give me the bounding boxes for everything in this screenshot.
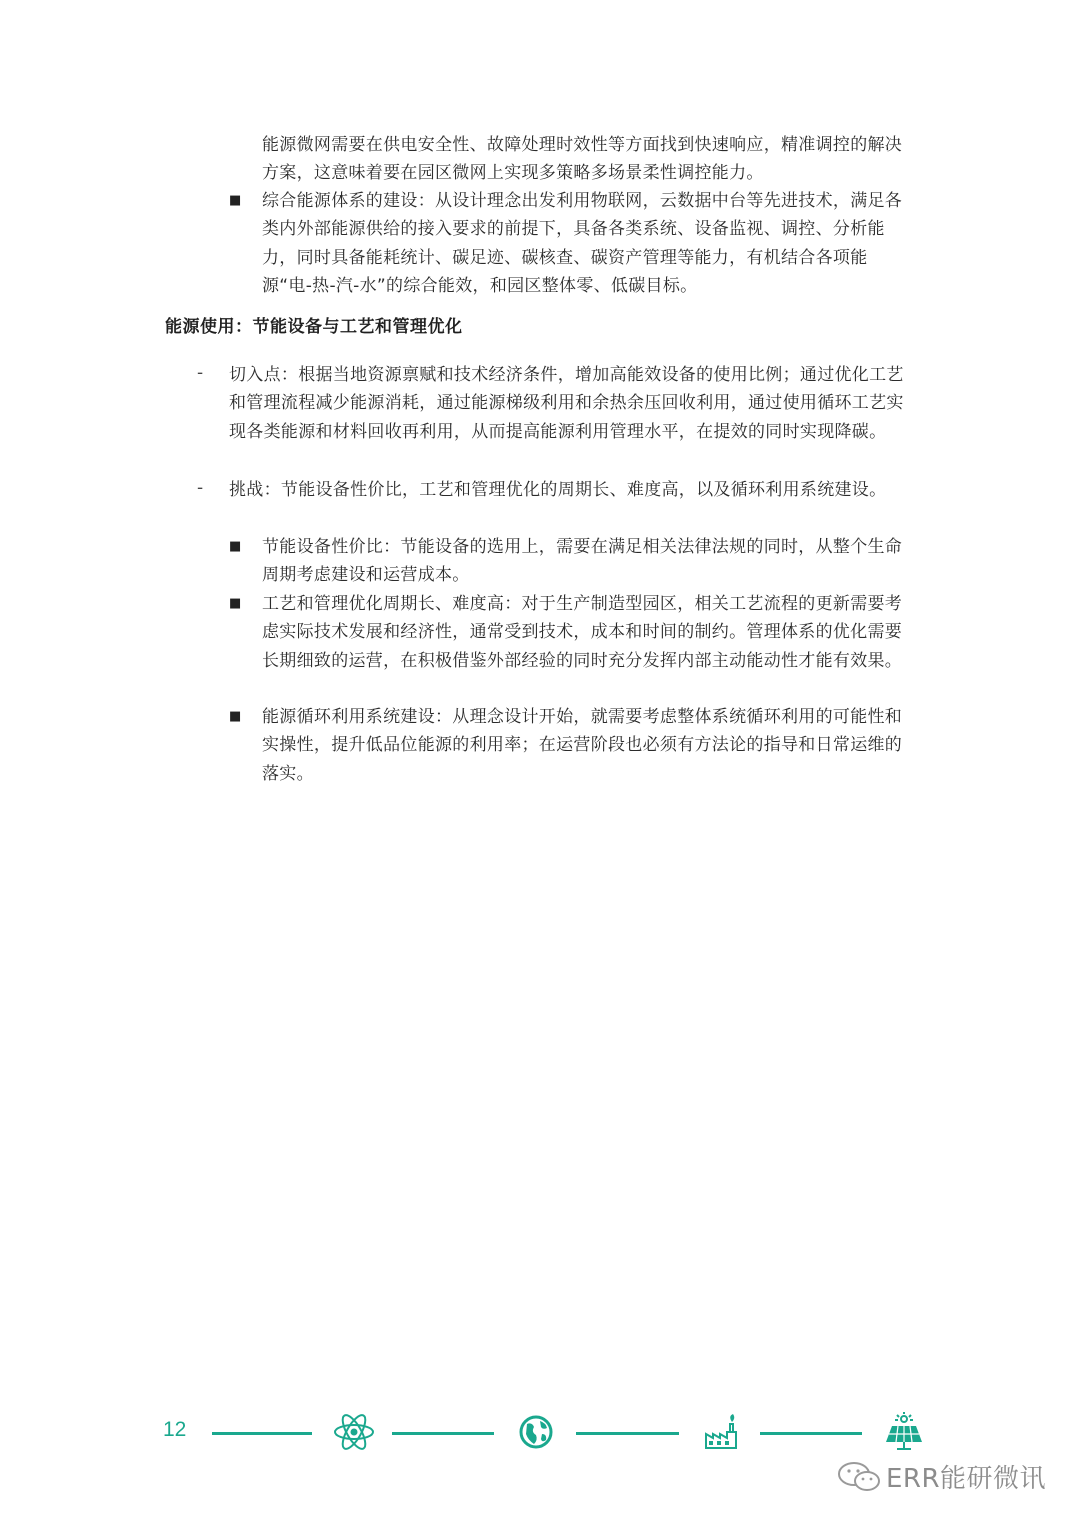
wechat-logo-icon: [836, 1460, 882, 1494]
bullet-marker: ■: [229, 193, 242, 208]
bullet-marker: ■: [229, 539, 242, 554]
footer-rule: [212, 1432, 312, 1435]
bullet-equipment-cost: 节能设备性价比：节能设备的选用上，需要在满足相关法律法规的同时，从整个生命周期考虑建设和运营成本。: [262, 537, 903, 586]
dash-marker: -: [197, 363, 204, 383]
footer-rule: [576, 1432, 679, 1435]
footer-rule: [760, 1432, 862, 1435]
section-heading: 能源使用：节能设备与工艺和管理优化: [165, 317, 463, 337]
factory-plant-icon: [700, 1412, 744, 1452]
footer-rule: [392, 1432, 494, 1435]
page-number: 12: [163, 1418, 187, 1441]
bullet-process-optimization: 工艺和管理优化周期长、难度高：对于生产制造型园区，相关工艺流程的更新需要考虑实际技术发展和经济性，通常受到技术，成本和时间的制约。管理体系的优化需要长期细致的运营，在积极借鉴外部经验的同时充分发挥内部主动能动性才能有效果。: [262, 594, 903, 671]
solar-panel-icon: [882, 1412, 926, 1452]
paragraph-entry-point: 切入点：根据当地资源禀赋和技术经济条件，增加高能效设备的使用比例；通过优化工艺和管理流程减少能源消耗，通过能源梯级利用和余热余压回收利用，通过使用循环工艺实现各类能源和材料回收再利用，从而提高能源利用管理水平，在提效的同时实现降碳。: [229, 365, 904, 442]
bullet-marker: ■: [229, 709, 242, 724]
bullet-integrated-energy: 综合能源体系的建设：从设计理念出发利用物联网，云数据中台等先进技术，满足各类内外部能源供给的接入要求的前提下，具备各类系统、设备监视、调控、分析能力，同时具备能耗统计、碳足迹、碳核查、碳资产管理等能力，有机结合各项能源“电-热-汽-水”的综合能效，和园区整体零、低碳目标。: [262, 191, 903, 296]
paragraph-challenge: 挑战：节能设备性价比，工艺和管理优化的周期长、难度高，以及循环利用系统建设。: [229, 480, 887, 500]
bullet-recycling-system: 能源循环利用系统建设：从理念设计开始，就需要考虑整体系统循环利用的可能性和实操性，提升低品位能源的利用率；在运营阶段也必须有方法论的指导和日常运维的落实。: [262, 707, 903, 784]
dash-marker: -: [197, 478, 204, 498]
bullet-marker: ■: [229, 596, 242, 611]
atom-icon: [332, 1412, 376, 1452]
globe-icon: [514, 1412, 558, 1452]
paragraph-continuation: 能源微网需要在供电安全性、故障处理时效性等方面找到快速响应，精准调控的解决方案，这意味着要在园区微网上实现多策略多场景柔性调控能力。: [262, 135, 903, 184]
watermark-text: ERR能研微讯: [886, 1464, 1047, 1494]
